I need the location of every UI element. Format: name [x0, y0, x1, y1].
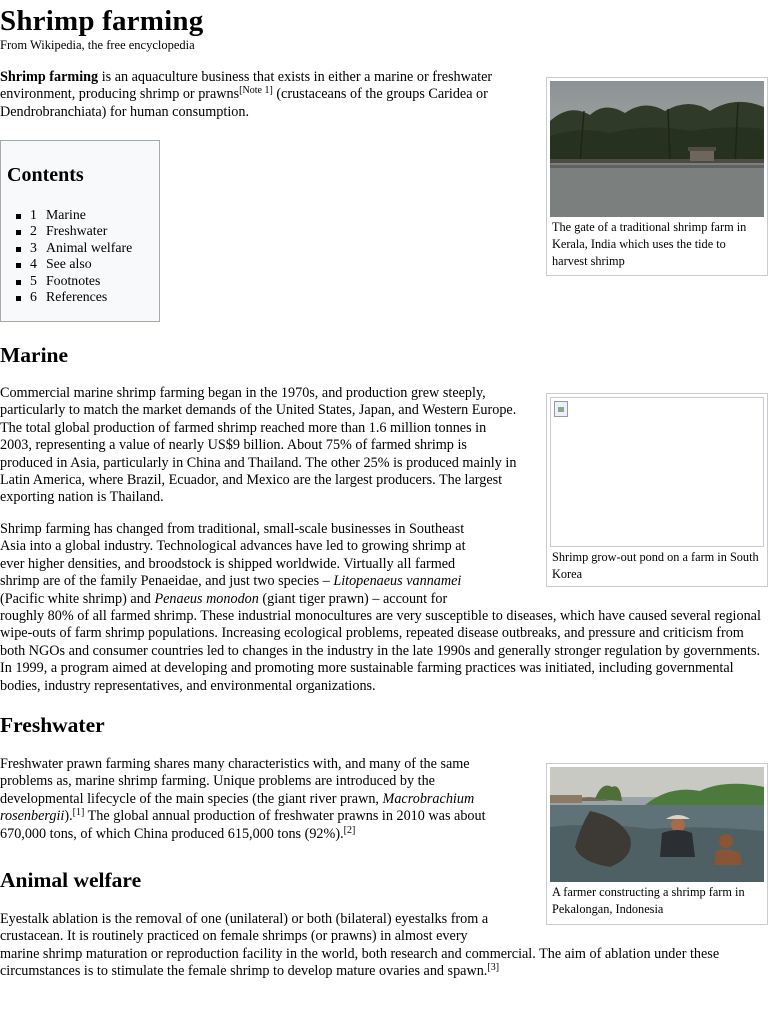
- caption-korea: Shrimp grow-out pond on a farm in South Korea: [552, 550, 759, 581]
- kerala-shrimp-farm-photo[interactable]: [550, 81, 764, 217]
- species-litopenaeus: Litopenaeus vannamei: [333, 573, 462, 590]
- figure-pekalongan: [546, 763, 768, 925]
- page-title: Shrimp farming: [0, 5, 204, 37]
- intro-bold-term: Shrimp farming: [0, 69, 99, 85]
- heading-marine: Marine: [0, 343, 69, 367]
- broken-image-icon: [554, 401, 568, 417]
- toc-item-animal-welfare[interactable]: 3 Animal welfare: [30, 239, 133, 255]
- table-of-contents: [0, 140, 160, 322]
- korea-grow-out-pond-photo[interactable]: [550, 397, 764, 547]
- figure-kerala: [546, 77, 768, 276]
- ref-3-link[interactable]: [3]: [487, 962, 500, 974]
- freshwater-paragraph: Freshwater prawn farming shares many characteristics with, and many of the same problems as, marine shrimp farming. Unique problems are introduced by the developmental lifecycle of the main species (the giant river prawn, Macrobrachium rosenbergii).[1] The global annual production of freshwater prawns in 2010 was about 670,000 tons, of which China produced 615,000 tons (92%).[2]: [0, 756, 486, 842]
- pekalongan-farmer-photo[interactable]: [550, 767, 764, 882]
- toc-item-marine[interactable]: 1 Marine: [30, 207, 132, 223]
- toc-title: Contents: [7, 164, 84, 186]
- caption-pekalongan: A farmer constructing a shrimp farm in Pekalongan, Indonesia: [552, 885, 745, 916]
- species-macrobrachium: Macrobrachium rosenbergii: [0, 790, 475, 825]
- toc-list: [30, 207, 132, 305]
- caption-kerala: The gate of a traditional shrimp farm in Kerala, India which uses the tide to harvest shrimp: [552, 220, 747, 268]
- welfare-paragraph-part-1: Eyestalk ablation is the removal of one (unilateral) or both (bilateral) eyestalks from a crustacean. It is routinely practiced on female shrimps (or prawns) in almost every: [0, 911, 489, 945]
- ref-2-link[interactable]: [2]: [343, 824, 356, 836]
- toc-item-freshwater[interactable]: 2 Freshwater: [30, 223, 132, 239]
- toc-item-footnotes[interactable]: 5 Footnotes: [30, 273, 132, 289]
- heading-animal-welfare: Animal welfare: [0, 868, 142, 892]
- intro-paragraph: Shrimp farming is an aquaculture business that exists in either a marine or freshwater environment, producing shrimp or prawns[Note 1] (crustaceans of the groups Caridea or Dendrobranchiata) for human consumption.: [0, 69, 493, 120]
- toc-item-references[interactable]: 6 References: [30, 289, 132, 305]
- marine-paragraph-1: Commercial marine shrimp farming began in the 1970s, and production grew steeply, particularly to match the market demands of the United States, Japan, and Western Europe. The total global production of farmed shrimp reached more than 1.6 million tonnes in 2003, representing a value of nearly US$9 billion. About 75% of farmed shrimp is produced in Asia, particularly in China and Thailand. The other 25% is produced mainly in Latin America, where Brazil, Ecuador, and Mexico are the largest producers. The largest exporting nation is Thailand.: [0, 385, 517, 506]
- welfare-paragraph-part-2: marine shrimp maturation or reproduction facility in the world, both research and commercial. The aim of ablation under these circumstances is to stimulate the female shrimp to develop mature ovaries and spawn.[3]: [0, 946, 720, 980]
- marine-paragraph-2-continued: roughly 80% of all farmed shrimp. These industrial monocultures are very susceptible to diseases, which have caused several regional wipe-outs of farm shrimp populations. Increasing ecological problems, repeated disease outbreaks, and pressure and criticism from both NGOs and consumer countries led to changes in the industry in the late 1990s and generally stronger regulation by governments. In 1999, a program aimed at developing and promoting more sustainable farming practices was initiated, including governmental bodies, industry representatives, and environmental organizations.: [0, 608, 761, 694]
- tagline: From Wikipedia, the free encyclopedia: [0, 38, 195, 52]
- note-1-link[interactable]: [Note 1]: [239, 85, 273, 97]
- heading-freshwater: Freshwater: [0, 713, 105, 737]
- toc-item-see-also[interactable]: 4 See also: [30, 256, 132, 272]
- figure-korea: [546, 393, 768, 587]
- ref-1-link[interactable]: [1]: [72, 807, 85, 819]
- marine-paragraph-2: Shrimp farming has changed from traditional, small-scale businesses in Southeast Asia into a global industry. Technological advances have led to growing shrimp at ever higher densities, and broodstock is shipped worldwide. Virtually all farmed shrimp are of the family Penaeidae, and just two species – Litopenaeus vannamei (Pacific white shrimp) and Penaeus monodon (giant tiger prawn) – account for: [0, 521, 466, 607]
- species-penaeus: Penaeus monodon: [154, 590, 259, 607]
